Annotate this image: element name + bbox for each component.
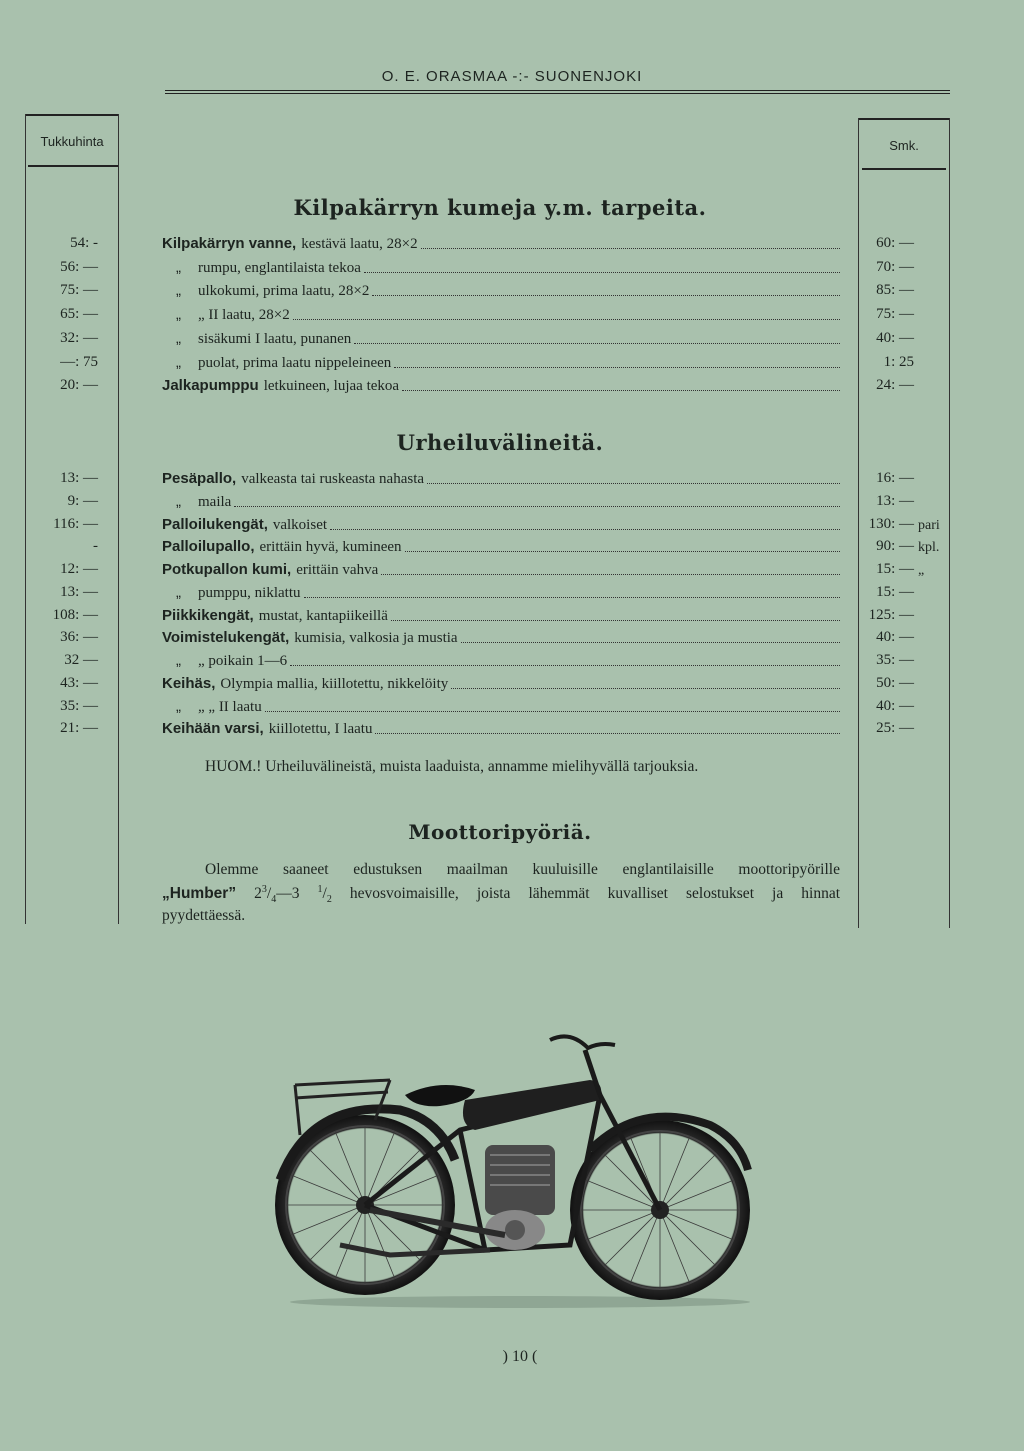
item-name: „ [176,652,181,669]
leader-dots [451,688,840,689]
leader-dots [402,390,840,391]
price-row [162,698,842,716]
right-col-left-border [858,118,859,928]
wholesale-price: 32: — [60,330,98,346]
leader-dots [354,343,840,344]
hp-dash: —3 [276,885,300,903]
item-description [162,675,448,693]
item-name: „ [176,282,181,299]
retail-price: 130: — [868,516,914,532]
item-description [162,607,388,625]
price-row [162,354,842,372]
moto-paragraph-line3: pyydettäessä. [162,907,246,924]
hp-half-num: 1 [317,884,323,895]
item-details: kestävä laatu, 28×2 [301,236,418,252]
leader-dots [394,367,840,368]
item-details: mustat, kantapiikeillä [258,608,388,624]
retail-price: 85: — [876,282,914,298]
retail-price: 1: 25 [883,354,914,370]
wholesale-price: 116: — [53,516,98,532]
header-rule-2 [165,93,950,94]
right-col-top-rule [858,118,950,120]
price-unit: pari [918,518,940,533]
item-description [162,259,361,277]
item-name: Keihäs, [162,675,216,692]
item-description [162,235,418,253]
leader-dots [381,574,840,575]
price-row [162,607,842,625]
item-details: „ poikain 1—6 [198,653,288,669]
item-name: Piikkikengät, [162,607,254,624]
retail-price: 15: — [876,584,914,600]
wholesale-price: 12: — [60,561,98,577]
wholesale-price: 20: — [60,377,98,393]
section-title-tires: Kilpakärryn kumeja y.m. tarpeita. [293,195,707,220]
price-row [162,259,842,277]
section-title-motorcycles: Moottoripyöriä. [408,820,592,844]
section-title-sports: Urheiluvälineitä. [396,430,604,455]
retail-price: 40: — [876,330,914,346]
item-details: „ II laatu, 28×2 [198,307,290,323]
leader-dots [421,248,840,249]
page-number: ) 10 ( [502,1348,538,1365]
item-name: Potkupallon kumi, [162,561,292,578]
leader-dots [375,733,840,734]
hp-whole: 2 [254,885,262,903]
motorcycle-image [270,1020,760,1310]
item-description [162,720,372,738]
item-name: Kilpakärryn vanne, [162,235,297,252]
price-row [162,377,842,395]
item-description [162,698,262,716]
wholesale-price: 108: — [52,607,98,623]
item-name: „ [176,698,181,715]
leader-dots [234,506,840,507]
wholesale-price: 36: — [60,629,98,645]
price-unit: „ [918,563,925,578]
item-description [162,538,402,556]
wholesale-price: - [93,538,98,554]
retail-price: 16: — [876,470,914,486]
leader-dots [364,272,840,273]
item-description [162,652,287,670]
item-name: Pesäpallo, [162,470,237,487]
item-description [162,282,369,300]
price-row [162,561,842,579]
price-row [162,584,842,602]
item-description [162,629,458,647]
moto-paragraph-line1 [205,861,840,879]
price-row [162,516,842,534]
item-description [162,377,399,395]
item-details: puolat, prima laatu nippeleineen [198,355,392,371]
retail-price: 15: — [876,561,914,577]
price-row [162,493,842,511]
wholesale-price: 9: — [67,493,98,509]
wholesale-price: 32 — [64,652,98,668]
wholesale-price: 75: — [60,282,98,298]
leader-dots [290,665,840,666]
left-col-head-rule [28,165,118,167]
left-col-heading: Tukkuhinta [40,134,104,149]
retail-price: 60: — [876,235,914,251]
item-description [162,584,301,602]
left-col-right-border [118,114,119,924]
item-description [162,306,290,324]
price-row [162,306,842,324]
left-col-top-rule [25,114,119,116]
item-name: Voimistelukengät, [162,629,290,646]
right-col-right-border [949,118,950,928]
item-details: maila [198,494,232,510]
item-description [162,516,327,534]
moto-line2-rest: hevosvoimaisille, joista lähemmät kuvalliset selostukset ja hinnat [349,885,841,903]
item-details: kumisia, valkosia ja mustia [294,630,458,646]
item-name: „ [176,259,181,276]
item-details: letkuineen, lujaa tekoa [263,378,400,394]
retail-price: 90: — [876,538,914,554]
moto-line1-text: Olemme saaneet edustuksen maailman kuuluisille englantilaisille moottoripyörille [205,861,840,878]
item-details: Olympia mallia, kiillotettu, nikkelöity [220,676,449,692]
price-row [162,330,842,348]
wholesale-price: 56: — [60,259,98,275]
item-details: pumppu, niklattu [198,585,301,601]
item-details: sisäkumi I laatu, punanen [198,331,352,347]
item-details: ulkokumi, prima laatu, 28×2 [198,283,370,299]
note-text: HUOM.! Urheiluvälineistä, muista laaduista, annamme mielihyvällä tarjouksia. [205,758,699,775]
leader-dots [330,529,840,530]
retail-price: 70: — [876,259,914,275]
price-row [162,538,842,556]
right-col-heading: Smk. [889,138,919,153]
leader-dots [293,319,840,320]
item-description [162,330,351,348]
item-description [162,354,391,372]
retail-price: 75: — [876,306,914,322]
item-details: valkeasta tai ruskeasta nahasta [241,471,425,487]
price-row [162,470,842,488]
wholesale-price: 13: — [60,470,98,486]
leader-dots [391,620,840,621]
hp-frac-den: 4 [271,894,277,906]
leader-dots [372,295,840,296]
hp-frac-num: 3 [261,884,267,895]
wholesale-price: 65: — [60,306,98,322]
item-details: „ „ II laatu [198,699,262,715]
hp-half-den: 2 [326,894,332,906]
ground-shadow [290,1296,750,1308]
retail-price: 24: — [876,377,914,393]
item-name: „ [176,493,181,510]
price-unit: kpl. [918,540,940,555]
leader-dots [265,711,840,712]
item-details: rumpu, englantilaista tekoa [198,260,361,276]
retail-price: 40: — [876,629,914,645]
wholesale-price: 35: — [60,698,98,714]
price-row [162,652,842,670]
handlebar [550,1036,615,1048]
moto-paragraph-line2 [162,884,840,905]
retail-price: 25: — [876,720,914,736]
item-description [162,470,424,488]
item-name: „ [176,584,181,601]
wholesale-price: 54: - [70,235,98,251]
item-name: Keihään varsi, [162,720,264,737]
item-name: „ [176,330,181,347]
item-name: Jalkapumppu [162,377,259,394]
moto-horsepower: $2^3/_4—3$ $^1/_2$ [254,884,332,906]
item-details: valkoiset [272,517,328,533]
page-header: O. E. ORASMAA -:- SUONENJOKI [381,68,643,85]
price-row [162,720,842,738]
fuel-tank [463,1080,601,1130]
item-name: Palloilukengät, [162,516,268,533]
item-name: „ [176,354,181,371]
leader-dots [461,642,840,643]
retail-price: 50: — [876,675,914,691]
retail-price: 40: — [876,698,914,714]
leader-dots [405,551,840,552]
item-name: „ [176,306,181,323]
right-col-head-rule [862,168,946,170]
price-row [162,235,842,253]
moto-brand: „Humber” [162,885,237,903]
wholesale-price: —: 75 [60,354,98,370]
header-rule [165,90,950,91]
leader-dots [304,597,841,598]
price-row [162,282,842,300]
retail-price: 13: — [876,493,914,509]
wholesale-price: 21: — [60,720,98,736]
item-description [162,493,231,511]
retail-price: 35: — [876,652,914,668]
price-row [162,629,842,647]
wholesale-price: 13: — [60,584,98,600]
item-description [162,561,378,579]
item-details: erittäin vahva [296,562,379,578]
retail-price: 125: — [868,607,914,623]
item-name: Palloilupallo, [162,538,255,555]
wholesale-price: 43: — [60,675,98,691]
leader-dots [427,483,840,484]
price-row [162,675,842,693]
item-details: kiillotettu, I laatu [268,721,373,737]
item-details: erittäin hyvä, kumineen [259,539,402,555]
